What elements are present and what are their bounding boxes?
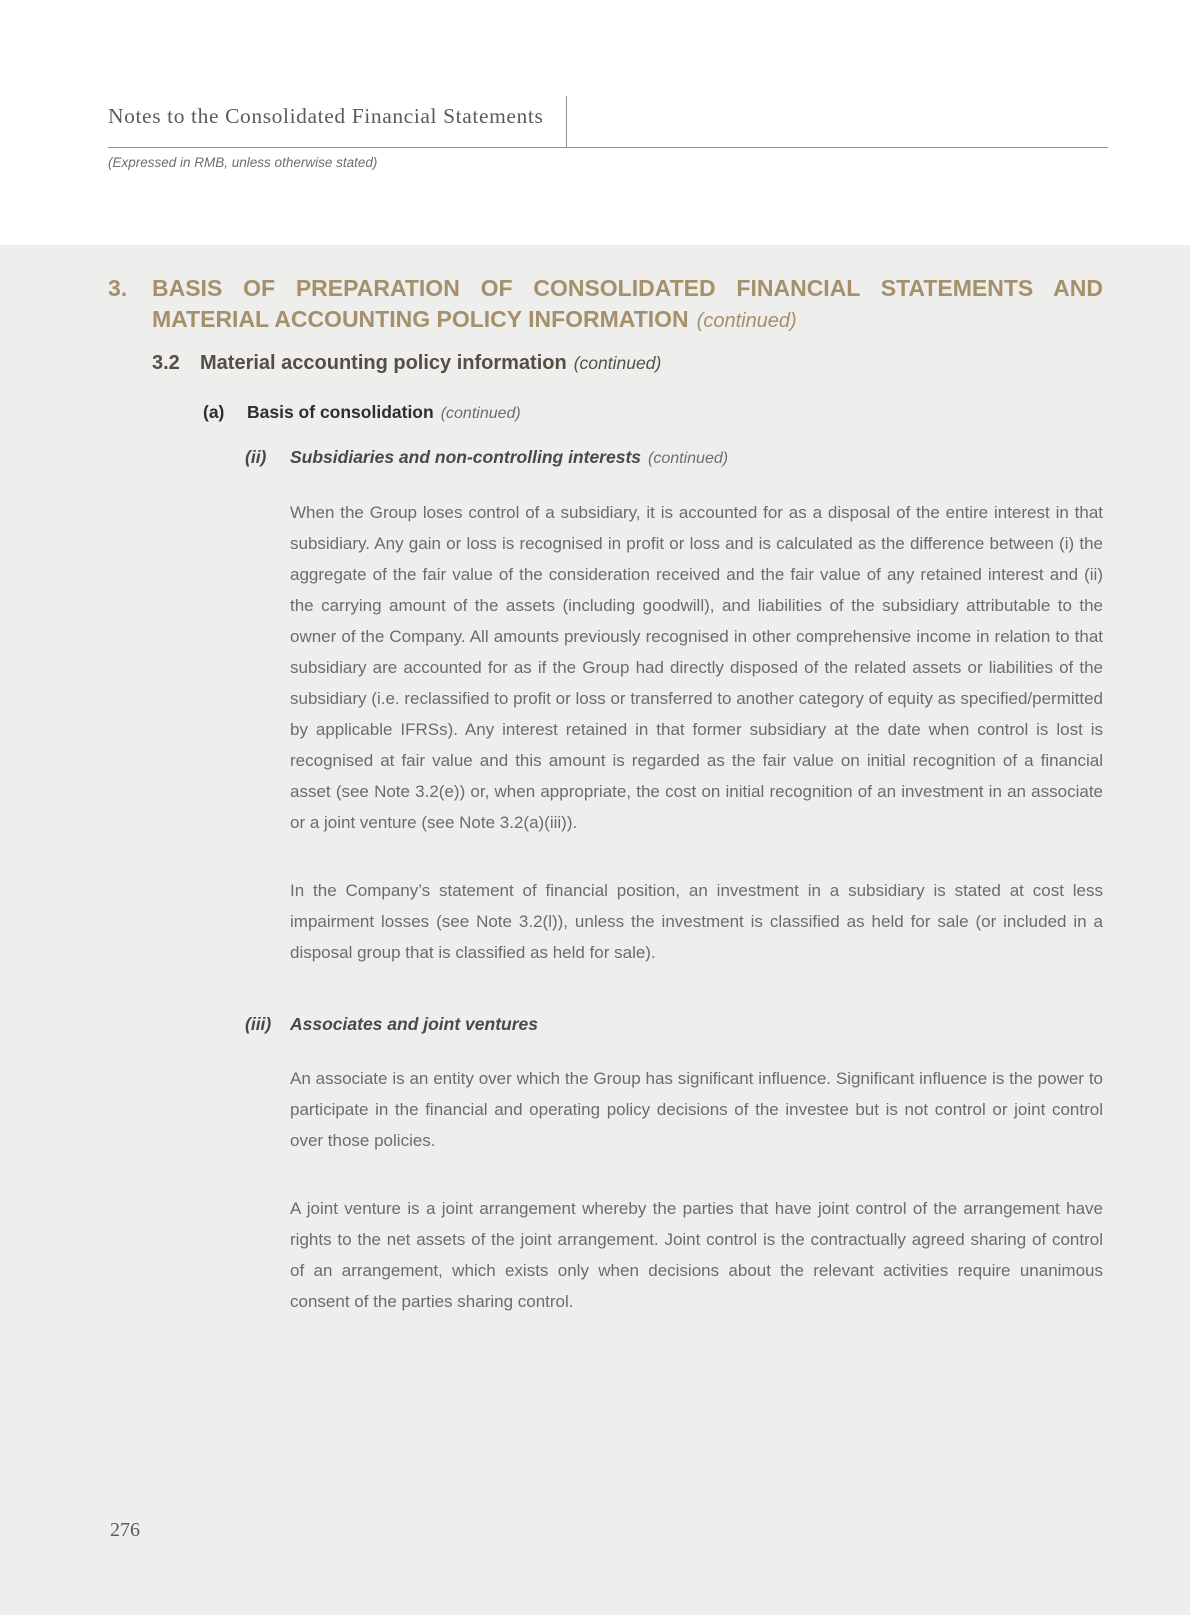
item-ii-continued-label: (continued) — [648, 450, 729, 467]
content-band — [0, 245, 1190, 1615]
section-heading — [108, 273, 1103, 337]
header-vertical-divider — [566, 96, 567, 147]
header-horizontal-rule — [108, 147, 1108, 148]
item-ii-title: Subsidiaries and non-controlling interests — [290, 447, 642, 467]
subsection-continued-label: (continued) — [573, 353, 662, 373]
section-number: 3. — [108, 275, 128, 301]
item-a-continued-label: (continued) — [440, 405, 521, 422]
item-a-title: Basis of consolidation — [247, 402, 434, 422]
item-a-heading — [203, 400, 1103, 424]
paragraph-joint-venture-definition: A joint venture is a joint arrangement whereby the parties that have joint control of the arrangement have rights to the net assets of the joint arrangement. Joint control is the contractually agreed sharing of control of an arrangement, which exists only when decisions about the relevant activities require unanimous consent of the parties sharing control. — [290, 1199, 1103, 1311]
subsection-heading — [152, 350, 1103, 377]
document-title: Notes to the Consolidated Financial Statements — [108, 104, 544, 128]
item-ii-heading — [245, 445, 1103, 469]
currency-note: (Expressed in RMB, unless otherwise stated) — [108, 155, 378, 170]
section-continued-label: (continued) — [696, 310, 797, 332]
section-title-line2 — [152, 304, 1103, 337]
page-number: 276 — [110, 1519, 140, 1541]
paragraph-associate-definition: An associate is an entity over which the Group has significant influence. Significant influence is the power to participate in the financial and operating policy decisions of the investee but is not control or joint control over those policies. — [290, 1069, 1103, 1150]
item-a-number: (a) — [203, 402, 225, 422]
subsection-number: 3.2 — [152, 352, 180, 374]
section-title-line1: BASIS OF PREPARATION OF CONSOLIDATED FINANCIAL STATEMENTS AND — [152, 275, 1103, 301]
paragraph-company-statement: In the Company’s statement of financial position, an investment in a subsidiary is stated at cost less impairment losses (see Note 3.2(l)), unless the investment is classified as held for sale (or included in a disposal group that is classified as held for sale). — [290, 881, 1103, 962]
item-iii-number: (iii) — [245, 1014, 272, 1034]
paragraph-disposal-of-subsidiary: When the Group loses control of a subsidiary, it is accounted for as a disposal of the entire interest in that subsidiary. Any gain or loss is recognised in profit or loss and is calculated as the difference between (i) the aggregate of the fair value of the consideration received and the fair value of any retained interest and (ii) the carrying amount of the assets (including goodwill), and liabilities of the subsidiary attributable to the owner of the Company. All amounts previously recognised in other comprehensive income in relation to that subsidiary are accounted for as if the Group had directly disposed of the related assets or liabilities of the subsidiary (i.e. reclassified to profit or loss or transferred to another category of equity as specified/permitted by applicable IFRSs). Any interest retained in that former subsidiary at the date when control is lost is recognised at fair value and this amount is regarded as the fair value on initial recognition of a financial asset (see Note 3.2(e)) or, when appropriate, the cost on initial recognition of an investment in an associate or a joint venture (see Note 3.2(a)(iii)). — [290, 503, 1103, 832]
note-content — [108, 273, 1103, 1317]
subsection-title: Material accounting policy information — [200, 352, 567, 374]
item-iii-title: Associates and joint ventures — [290, 1014, 538, 1034]
item-ii-number: (ii) — [245, 447, 267, 467]
section-title-line2-text: MATERIAL ACCOUNTING POLICY INFORMATION — [152, 306, 689, 332]
item-iii-heading — [245, 1012, 1103, 1036]
